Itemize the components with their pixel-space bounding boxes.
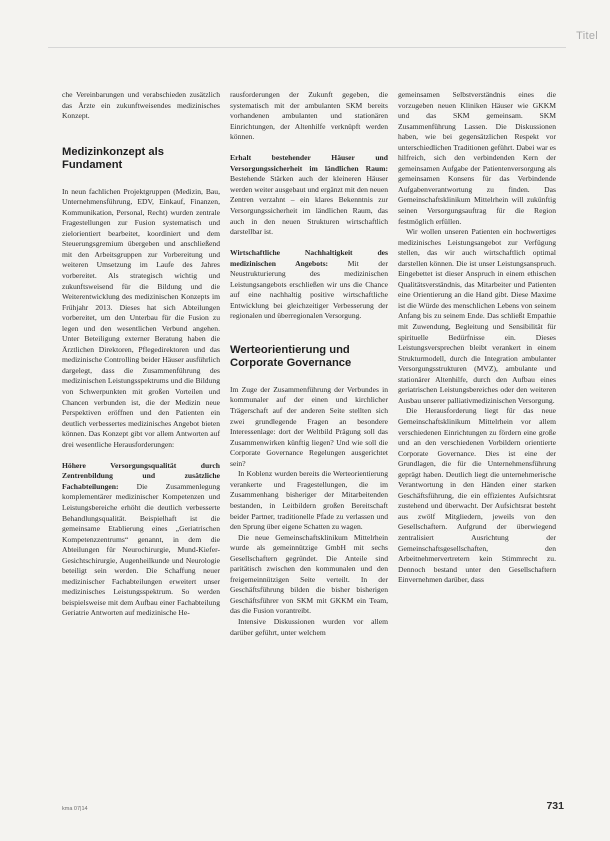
column-1 [62, 90, 220, 619]
paragraph: Im Zuge der Zusammenführung der Verbundes in kommunaler auf der einen und kirchlicher Trägerschaft auf der anderen Seite stellten sich zwei grundlegende Fragen an besondere Interessenlage: dort der Weltbild Prägung soll das Zusammenwirken künftig liegen? Und wie soll die Corporate Governance Regelungen ausgerichtet sein? [230, 384, 388, 468]
paragraph: In Koblenz wurden bereits die Werteorientierung verankerte und Fragestellungen, die im Zusammenhang bisheriger der Mitarbeitenden bestanden, in Leitbildern großen Bereitschaft beider Partner, traditionelle Pfade zu verlassen und den Sprung über eigene Schatten zu wagen. [230, 469, 388, 532]
lead-paragraph [230, 248, 388, 322]
paragraph: Die neue Gemeinschaftsklinikum Mittelrhein wurde als gemeinnützige GmbH mit sechs Gesellschaftern gegründet. Die Anteile sind paritätisch zwischen den kommunalen und den freigemeinnützigen Seite verteilt. In der Geschäftsführung bilden die bisher bisherigen Geschäftsführer von SKM mit GKKM ein Team, das die Fusion vorantreibt. [230, 532, 388, 616]
paragraph: rausforderungen der Zukunft gegeben, die systematisch mit der ambulanten SKM bereits vorhandenen ambulanten und stationären Einrichtungen, der Altenhilfe verknüpft werden können. [230, 90, 388, 142]
section-title: Titel [576, 30, 598, 42]
paragraph: In neun fachlichen Projektgruppen (Medizin, Bau, Unternehmensführung, EDV, Einkauf, Finanzen, Kommunikation, Personal, Recht) wurden zentrale Fragestellungen zur Fusion systematisch und zielorientiert bearbeitet, koordiniert und dem Steuerungsgremium übergeben und anschließend mit den Arbeitsgruppen zur Vorbereitung und weiteren Umsetzung im Laufe des Jahres vorbereitet. Als strategisch wichtig und zukunftsweisend für die Bildung und die Weiterentwicklung des medizinischen Konzepts im Frühjahr 2013. Dieses hat sich Abteilungen vorbereitet, um den Unterbau für die Fusion zu legen und den wesentlichen Verbund angehen. Unter Beteiligung externer Beratung haben die Ärztlichen Direktoren, Pflegedirektoren und das medizinische Controlling beider Häuser ausführlich dargelegt, dass die Zusammenführung des medizinischen Leistungsspektrums und die Bildung von Schwerpunkten mit großen Vorteilen und Chancen verbunden ist, die der Medizin neue Perspektiven eröffnen und den Patienten ein deutlich verbessertes medizinisches Angebot bieten können. Das Konzept gibt vor allem Antworten auf drei wesentliche Herausforderungen: [62, 186, 220, 449]
lead-text: Mit der Neustrukturierung des medizinischen Leistungsangebots erschließen wir uns die Chance auf eine nachhaltig positive wirtschaftliche Entwicklung bei gleichzeitiger Verbesserung der regionalen und überregionalen Versorgung. [230, 258, 388, 321]
lead-text: Bestehende Stärken auch der kleineren Häuser werden weiter ausgebaut und ergänzt mit den neuen Zentren verzahnt – ein klares Bekenntnis zur Versorgungssicherheit im ländlichen Raum, das auch in den neuen Strukturen wirtschaftlich darstellbar ist. [230, 174, 388, 237]
paragraph: Die Herausforderung liegt für das neue Gemeinschaftsklinikum Mittelrhein vor allem verschiedenen Einrichtungen zu fördern eine große und an den verschiedenen Vorbildern orientierte Corporate Governance. Dies ist eine der Grundlagen, die für die Unternehmensführung geprägt haben. Deutlich liegt die unternehmerische Verantwortung in den Händen einer starken Geschäftsführung, die ein effizientes Aufsichtsrat zustehend und überwacht. Der Aufsichtsrat besteht aus zwölf Mitgliedern, jeweils von den Gesellschaftern. Aufgrund der überwiegend zentralisiert Ausrichtung der Gemeinschaftsgesellschaften, den Arbeitnehmervertretern kein Stimmrecht zu. Dennoch bestand unter den Gesellschaftern Einvernehmen darüber, dass [398, 406, 556, 585]
paragraph: che Vereinbarungen und verabschieden zusätzlich das Ärzte ein zukunftweisendes medizinisches Konzept. [62, 90, 220, 121]
lead-term: Höhere Versorgungsqualität durch Zentrenbildung und zusätzliche Fachabteilungen: [62, 460, 220, 491]
section-heading: Medizinkonzept als Fundament [62, 145, 164, 172]
paragraph: Intensive Diskussionen wurden vor allem darüber geführt, unter welchem [230, 616, 388, 637]
page-number: 731 [546, 800, 564, 812]
lead-paragraph [62, 461, 220, 619]
lead-text: Die Zusammenlegung komplementärer medizinischer Kompetenzen und Leistungsbereiche erhöht die deutlich verbesserte Behandlungsqualität. Beispielhaft ist die gemeinsame Etablierung eines „Geriatrischen Kompetenzzentrums“ genannt, in dem die Abteilungen für Neurochirurgie, Mund-Kiefer-Gesichtschirurgie, Augenheilkunde und Neurologie beteiligt sein werden. Die Schaffung neuer medizinischer Fachabteilungen erweitert unser medizinisches Leistungsspektrum. So werden beispielsweise mit dem Aufbau einer Fachabteilung Geriatrie Antworten auf medizinische He- [62, 481, 220, 618]
header-rule [48, 47, 566, 48]
paragraph: gemeinsamen Selbstverständnis eines die vorzugeben neuen Kliniken Häuser wie GKKM und das SKM gemeinsam. SKM Zusammenführung Lassen. Die Diskussionen haben, wie bei gegensätzlichen Respekt vor unterschiedlichen Traditionen geführt. Dabei war es hilfreich, sich den verbindenden Kern der gemeinsamen Aufgabe der Patientenversorgung als gemeinsamen Konsens für das Verbindende Aufgabenverantwortung zu finden. Das Gemeinschaftsklinikum Mittelrhein will zukünftig seinen Versorgungsauftrag für die Region festmöglich erfüllen. [398, 90, 556, 226]
footer-publication: kma 07|14 [62, 806, 88, 812]
lead-paragraph [230, 153, 388, 237]
column-3 [398, 90, 556, 586]
section-heading: Werteorientierung und Corporate Governance [230, 343, 352, 370]
lead-term: Erhalt bestehender Häuser und Versorgungssicherheit im ländlichen Raum: [230, 153, 388, 173]
column-2 [230, 90, 388, 638]
lead-term: Wirtschaftliche Nachhaltigkeit des medizinischen Angebots: [230, 248, 388, 268]
paragraph: Wir wollen unseren Patienten ein hochwertiges medizinisches Leistungsangebot zur Verfügung stellen, das wir auch wirtschaftlich optimal darstellen können. Die ist unser Leistungsanspruch. Eingebettet ist dieser Anspruch in einem ethischen Qualitätsverständnis, das Mitarbeiter und Patienten eine Orientierung an die Hand gibt. Diese Maxime ist die Würde des menschlichen Lebens von seinem Anfang bis zu seinem Ende. Das schließt Empathie mit Zuwendung, Begleitung und Sensibilität für spirituelle Bedürfnisse ein. Dieses Leistungsversprechen bleibt verankert in einem Strukturmodell, durch die Integration ambulanter Versorgungsstrukturen (MVZ), ambulante und stationärer Altenhilfe, durch den Aufbau eines geriatrischen Leistungsbereiches oder den weiteren Ausbau unserer palliativmedizinischen Versorgung. [398, 227, 556, 405]
